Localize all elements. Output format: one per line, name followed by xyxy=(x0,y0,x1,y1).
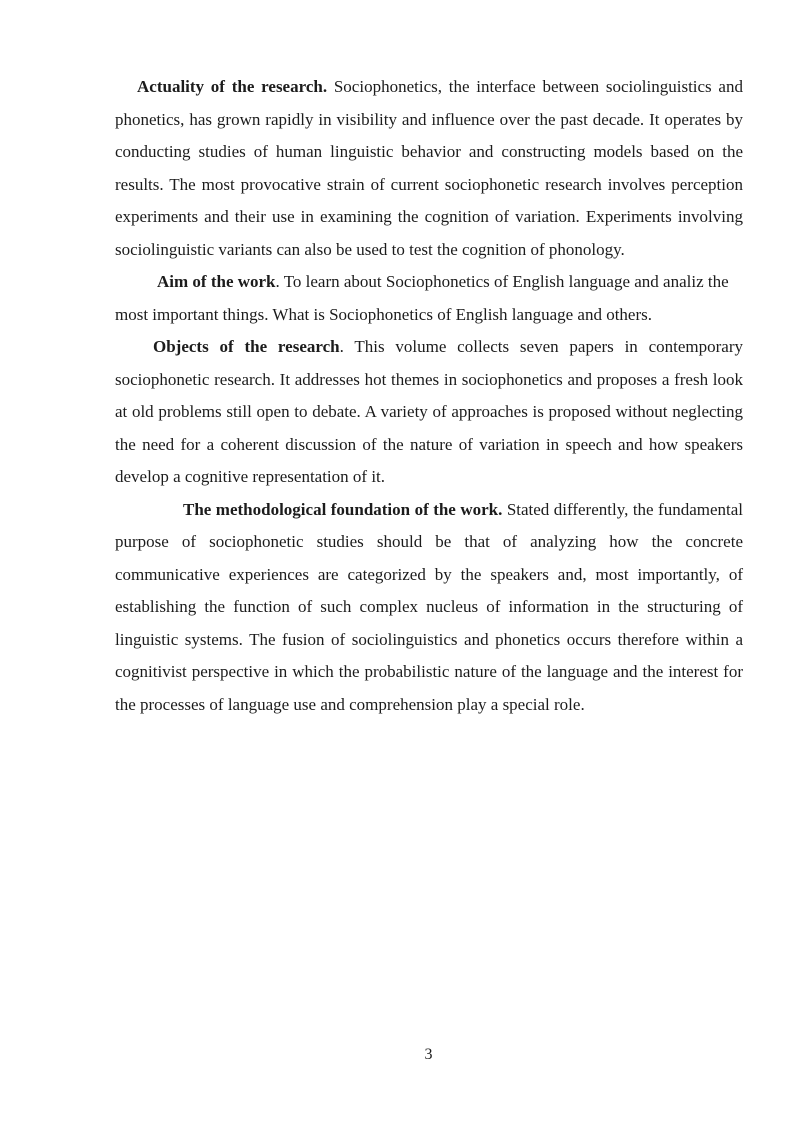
paragraph-aim xyxy=(115,266,743,331)
paragraph-heading-aim: Aim of the work xyxy=(157,272,276,291)
paragraph-text-objects: . This volume collects seven papers in contemporary sociophonetic research. It addresses hot themes in sociophonetics and proposes a fresh look at old problems still open to debate. A variety of approaches is proposed without neglecting the need for a coherent discussion of the nature of variation in speech and how speakers develop a cognitive representation of it. xyxy=(115,337,744,486)
paragraph-objects xyxy=(115,331,743,494)
paragraph-methodology xyxy=(115,494,743,722)
paragraph-text-actuality: Sociophonetics, the interface between sociolinguistics and phonetics, has grown rapidly in visibility and influence over the past decade. It operates by conducting studies of human linguistic behavior and constructing models based on the results. The most provocative strain of current sociophonetic research involves perception experiments and their use in examining the cognition of variation. Experiments involving sociolinguistic variants can also be used to test the cognition of phonology. xyxy=(115,77,743,259)
paragraph-heading-methodology: The methodological foundation of the work. xyxy=(183,499,503,519)
page-number: 3 xyxy=(424,1046,433,1063)
paragraph-actuality xyxy=(115,71,743,266)
paragraph-text-aim: . To learn about Sociophonetics of English language and analiz the most important things. What is Sociophonetics of English language and others. xyxy=(115,272,729,324)
document-body xyxy=(115,71,743,721)
paragraph-text-methodology: Stated differently, the fundamental purpose of sociophonetic studies should be that of analyzing how the concrete communicative experiences are categorized by the speakers and, most importantly, of establishing the function of such complex nucleus of information in the structuring of linguistic systems. The fusion of sociolinguistics and phonetics occurs therefore within a cognitivist perspective in which the probabilistic nature of the language and the interest for the processes of language use and comprehension play a special role. xyxy=(115,499,744,714)
paragraph-heading-actuality: Actuality of the research. xyxy=(137,77,328,96)
paragraph-heading-objects: Objects of the research xyxy=(153,337,340,356)
